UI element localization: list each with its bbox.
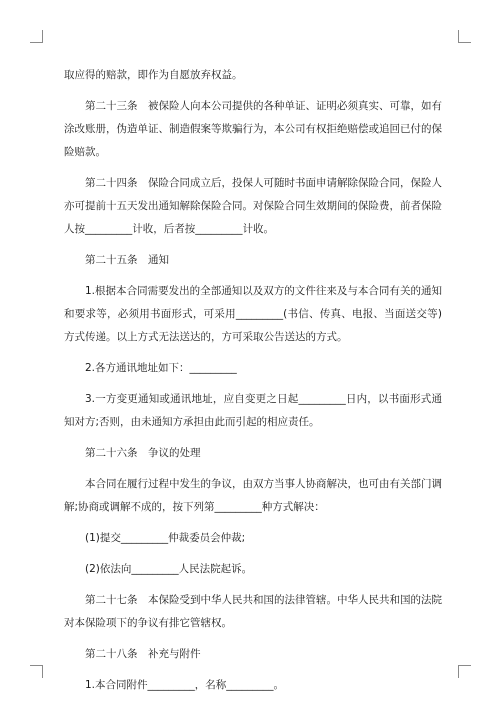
- crop-mark-bottom-right: [458, 665, 471, 678]
- crop-mark-bottom-left: [30, 665, 43, 678]
- article-24: 第二十四条 保险合同成立后，投保人可随时书面申请解除保险合同，保险人亦可提前十五天发出通知解除保险合同。对保险合同生效期间的保险费，前者保险人按_________计收，后者按_________计收。: [64, 177, 442, 235]
- crop-mark-top-left: [30, 30, 43, 43]
- article-26-body: 本合同在履行过程中发生的争议，由双方当事人协商解决，也可由有关部门调解;协商或调解不成的，按下列第_________种方式解决：: [64, 478, 442, 513]
- article-28-heading: 第二十八条 补充与附件: [85, 648, 201, 660]
- crop-mark-top-right: [458, 30, 471, 43]
- article-26-heading: 第二十六条 争议的处理: [85, 447, 201, 459]
- article-27: 第二十七条 本保险受到中华人民共和国的法律管辖。中华人民共和国的法院对本保险项下的争议有排它管辖权。: [64, 594, 442, 629]
- article-26-option-2: (2)依法向_________人民法院起诉。: [85, 563, 253, 575]
- article-25-heading: 第二十五条 通知: [85, 254, 169, 266]
- article-23: 第二十三条 被保险人向本公司提供的各种单证、证明必须真实、可靠，如有涂改账册，伪造单证、制造假案等欺骗行为，本公司有权拒绝赔偿或追回已付的保险赔款。: [64, 100, 442, 158]
- article-28-item-1: 1.本合同附件_________，名称_________。: [85, 679, 285, 691]
- paragraph-continuation: 取应得的赔款，即作为自愿放弃权益。: [64, 69, 243, 81]
- article-25-item-2: 2.各方通讯地址如下：_________: [85, 362, 237, 374]
- article-25-item-3: 3.一方变更通知或通讯地址，应自变更之日起_________日内，以书面形式通知对方;否则，由未通知方承担由此而引起的相应责任。: [64, 393, 442, 428]
- article-25-item-1: 1.根据本合同需要发出的全部通知以及双方的文件往来及与本合同有关的通知和要求等，必须用书面形式，可采用_________(书信、传真、电报、当面送交等)方式传递。以上方式无法送达的，方可采取公告送达的方式。: [64, 285, 442, 343]
- document-body: [64, 64, 442, 705]
- article-26-option-1: (1)提交_________仲裁委员会仲裁;: [85, 532, 246, 544]
